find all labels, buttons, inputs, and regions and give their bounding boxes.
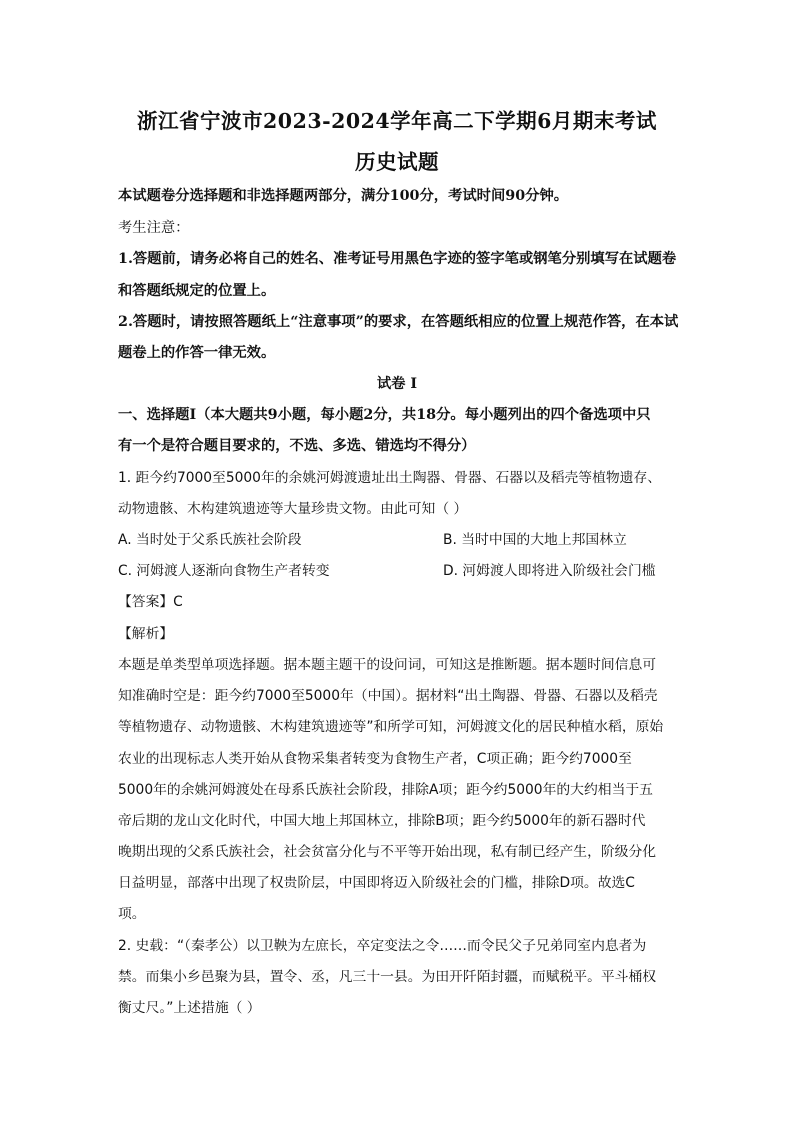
question-1-option-c: C. 河姆渡人逐渐向食物生产者转变 (118, 563, 330, 579)
analysis-line: 等植物遗存、动物遗骸、木构建筑遗迹等”和所学可知，河姆渡文化的居民种植水稻，原始 (118, 719, 664, 735)
question-1-answer: 【答案】C (118, 594, 183, 610)
intro-text: 本试题卷分选择题和非选择题两部分，满分100分，考试时间90分钟。 (118, 188, 569, 204)
analysis-line: 本题是单类型单项选择题。据本题主题干的设问词，可知这是推断题。据本题时间信息可 (118, 657, 657, 673)
section-heading-cont: 有一个是符合题目要求的，不选、多选、错选均不得分） (118, 438, 476, 454)
notice-item-1: 1.答题前，请务必将自己的姓名、准考证号用黑色字迹的签字笔或钢笔分别填写在试题卷 (118, 251, 677, 267)
notice-heading: 考生注意： (118, 220, 190, 236)
question-1-stem-cont: 动物遗骸、木构建筑遗迹等大量珍贵文物。由此可知（ ） (118, 501, 468, 517)
question-1-option-a: A. 当时处于父系氏族社会阶段 (118, 532, 302, 548)
notice-item-2-cont: 题卷上的作答一律无效。 (118, 345, 276, 361)
question-1-analysis-label: 【解析】 (118, 626, 174, 642)
paper-label: 试卷 I (376, 376, 418, 392)
notice-item-1-cont: 和答题纸规定的位置上。 (118, 283, 276, 299)
section-heading: 一、选择题Ⅰ（本大题共9小题，每小题2分，共18分。每小题列出的四个备选项中只 (118, 407, 651, 423)
page-subtitle: 历史试题 (355, 150, 439, 174)
analysis-line: 晚期出现的父系氏族社会，社会贫富分化与不平等开始出现，私有制已经产生，阶级分化 (118, 844, 657, 860)
analysis-line: 5000年的余姚河姆渡处在母系氏族社会阶段，排除A项；距今约5000年的大约相当于五 (118, 782, 653, 798)
question-1-option-b: B. 当时中国的大地上邦国林立 (443, 532, 627, 548)
analysis-line: 日益明显，部落中出现了权贵阶层，中国即将迈入阶级社会的门槛，排除D项。故选C (118, 875, 635, 891)
analysis-line: 项。 (118, 906, 146, 922)
question-2-stem: 2. 史载：“（秦孝公）以卫鞅为左庶长，卒定变法之令……而令民父子兄弟同室内息者为 (118, 938, 647, 954)
page-title: 浙江省宁波市2023-2024学年高二下学期6月期末考试 (137, 109, 657, 133)
analysis-line: 知准确时空是：距今约7000至5000年（中国）。据材料“出土陶器、骨器、石器以及稻壳 (118, 688, 658, 704)
analysis-line: 帝后期的龙山文化时代，中国大地上邦国林立，排除B项；距今约5000年的新石器时代 (118, 813, 646, 829)
question-1-stem: 1. 距今约7000至5000年的余姚河姆渡遗址出土陶器、骨器、石器以及稻壳等植物遗存、 (118, 470, 662, 486)
notice-item-2: 2.答题时，请按照答题纸上“注意事项”的要求，在答题纸相应的位置上规范作答，在本试 (118, 314, 679, 330)
question-2-stem-cont: 衡丈尺。”上述措施（ ） (118, 1000, 261, 1016)
analysis-line: 农业的出现标志人类开始从食物采集者转变为食物生产者，C项正确；距今约7000至 (118, 751, 632, 767)
question-2-stem-cont: 禁。而集小乡邑聚为县，置令、丞，凡三十一县。为田开阡陌封疆，而赋税平。平斗桶权 (118, 969, 657, 985)
question-1-option-d: D. 河姆渡人即将进入阶级社会门槛 (443, 563, 656, 579)
